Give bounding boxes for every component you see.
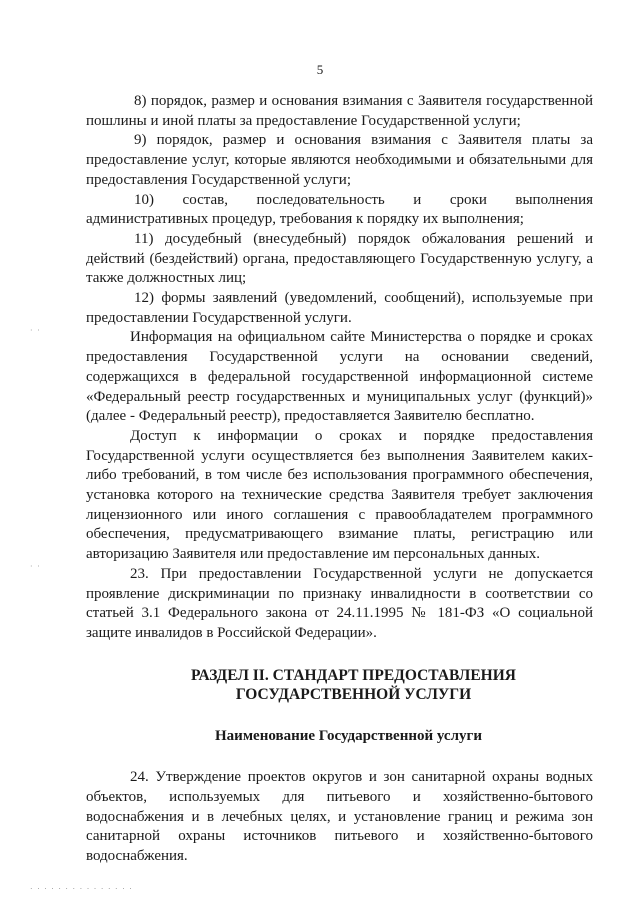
- clause-23: 23. При предоставлении Государственной услуги не допускается проявление дискриминации по признаку инвалидности в соответствии со статьей 3.1 Федерального закона от 24.11.1995 № 181-ФЗ «О социальной защите инвалидов в Российской Федерации».: [86, 565, 593, 641]
- list-item-12: 12) формы заявлений (уведомлений, сообщений), используемые при предоставлении Государственной услуги.: [86, 290, 593, 326]
- page-number: 5: [316, 62, 324, 77]
- scan-mark-left-lower: · ·: [30, 562, 41, 571]
- list-item-8: 8) порядок, размер и основания взимания с Заявителя государственной пошлины и иной платы за предоставление Государственной услуги;: [86, 93, 593, 129]
- list-item-11: 11) досудебный (внесудебный) порядок обжалования решений и действий (бездействий) органа, предоставляющего Государственную услугу, а также должностных лиц;: [86, 230, 593, 287]
- section-title-line-2: ГОСУДАРСТВЕННОЙ УСЛУГИ: [235, 686, 472, 704]
- info-paragraph: Информация на официальном сайте Министерства о порядке и сроках предоставления Государственной услуги на основании сведений, содержащихся в федеральной государственной информационной системе «Федеральный реестр государственных и муниципальных услуг (функций)» (далее - Федеральный реестр), предоставляется Заявителю бесплатно.: [86, 329, 593, 425]
- list-item-10: 10) состав, последовательность и сроки выполнения административных процедур, требования к порядку их выполнения;: [86, 191, 593, 228]
- list-item-9: 9) порядок, размер и основания взимания с Заявителя платы за предоставление услуг, которые являются необходимыми и обязательными для предоставления Государственной услуги;: [86, 132, 593, 188]
- section-title: [86, 666, 593, 705]
- access-paragraph: Доступ к информации о сроках и порядке предоставления Государственной услуги осуществляется без выполнения Заявителем каких-либо требований, в том числе без использования программного обеспечения, установка которого на технические средства Заявителя требует заключения лицензионного или иного соглашения с правообладателем программного обеспечения, предусматривающего взимание платы, регистрацию или авторизацию Заявителя или предоставление им персональных данных.: [86, 427, 593, 563]
- scan-mark-left-upper: · ·: [30, 326, 41, 335]
- scan-mark-bottom: . . . . . . . . . . . . . . .: [30, 882, 133, 891]
- clause-24: 24. Утверждение проектов округов и зон санитарной охраны водных объектов, используемых для питьевого и хозяйственно-бытового водоснабжения и в лечебных целях, и установление границ и режима зон санитарной охраны источников питьевого и хозяйственно-бытового водоснабжения.: [86, 769, 593, 864]
- document-body: [86, 92, 593, 867]
- section-title-line-1: РАЗДЕЛ II. СТАНДАРТ ПРЕДОСТАВЛЕНИЯ: [191, 666, 516, 684]
- subsection-title: Наименование Государственной услуги: [215, 727, 482, 744]
